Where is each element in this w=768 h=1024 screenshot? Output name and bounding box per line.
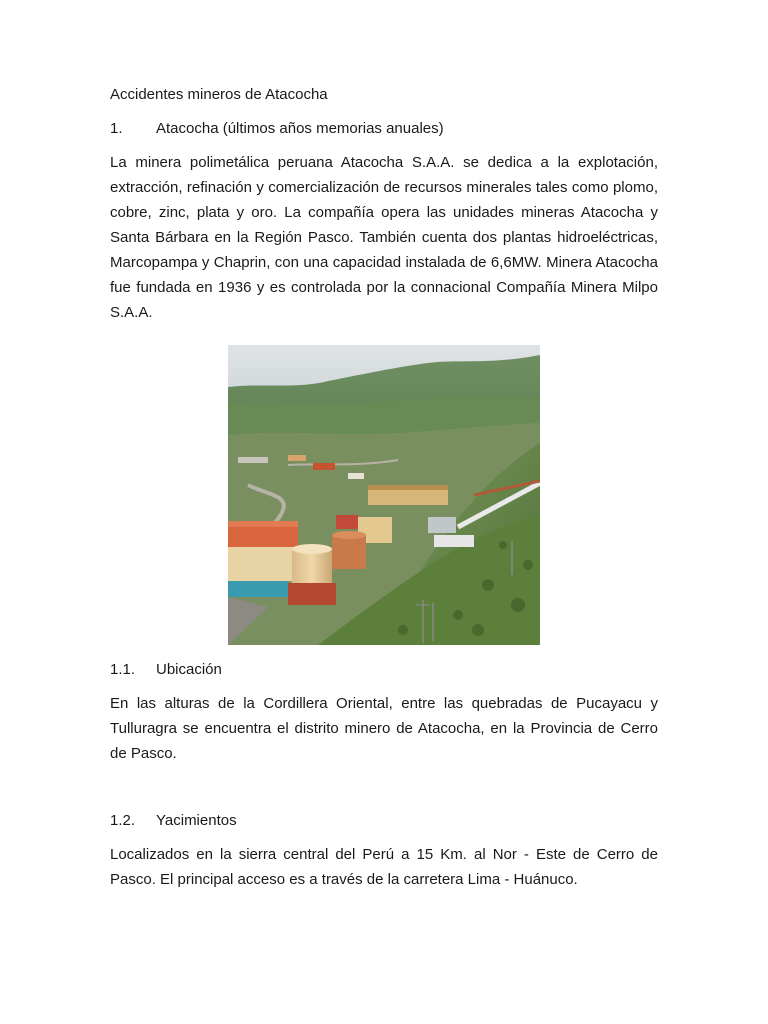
section-1-1-heading bbox=[110, 659, 658, 681]
section-1-1-paragraph: En las alturas de la Cordillera Oriental, entre las quebradas de Pucayacu y Tulluragra se encuentra el distrito minero de Atacocha, en la Provincia de Cerro de Pasco. bbox=[110, 695, 658, 762]
figure bbox=[110, 345, 658, 645]
mine-site-photo bbox=[228, 345, 540, 645]
section-1-2-title: Yacimientos bbox=[156, 812, 237, 829]
document-title: Accidentes mineros de Atacocha bbox=[110, 86, 328, 103]
document-page bbox=[110, 84, 658, 892]
section-1-2-number: 1.2. bbox=[110, 812, 136, 829]
section-1-2-paragraph: Localizados en la sierra central del Perú a 15 Km. al Nor - Este de Cerro de Pasco. El principal acceso es a través de la carretera Lima - Huánuco. bbox=[110, 846, 658, 888]
section-1-1-title: Ubicación bbox=[156, 661, 222, 678]
section-1-2-heading bbox=[110, 810, 658, 832]
section-1-paragraph: La minera polimetálica peruana Atacocha S.A.A. se dedica a la explotación, extracción, refinación y comercialización de recursos minerales tales como plomo, cobre, zinc, plata y oro. La compañía opera las unidades mineras Atacocha y Santa Bárbara en la Región Pasco. También cuenta dos plantas hidroeléctricas, Marcopampa y Chaprin, con una capacidad instalada de 6,6MW. Minera Atacocha fue fundada en 1936 y es controlada por la connacional Compañía Minera Milpo S.A.A. bbox=[110, 154, 658, 321]
section-1-number: 1. bbox=[110, 120, 123, 137]
section-1-heading bbox=[110, 118, 658, 140]
section-1-1-number: 1.1. bbox=[110, 661, 136, 678]
section-1-title: Atacocha (últimos años memorias anuales) bbox=[156, 120, 444, 137]
